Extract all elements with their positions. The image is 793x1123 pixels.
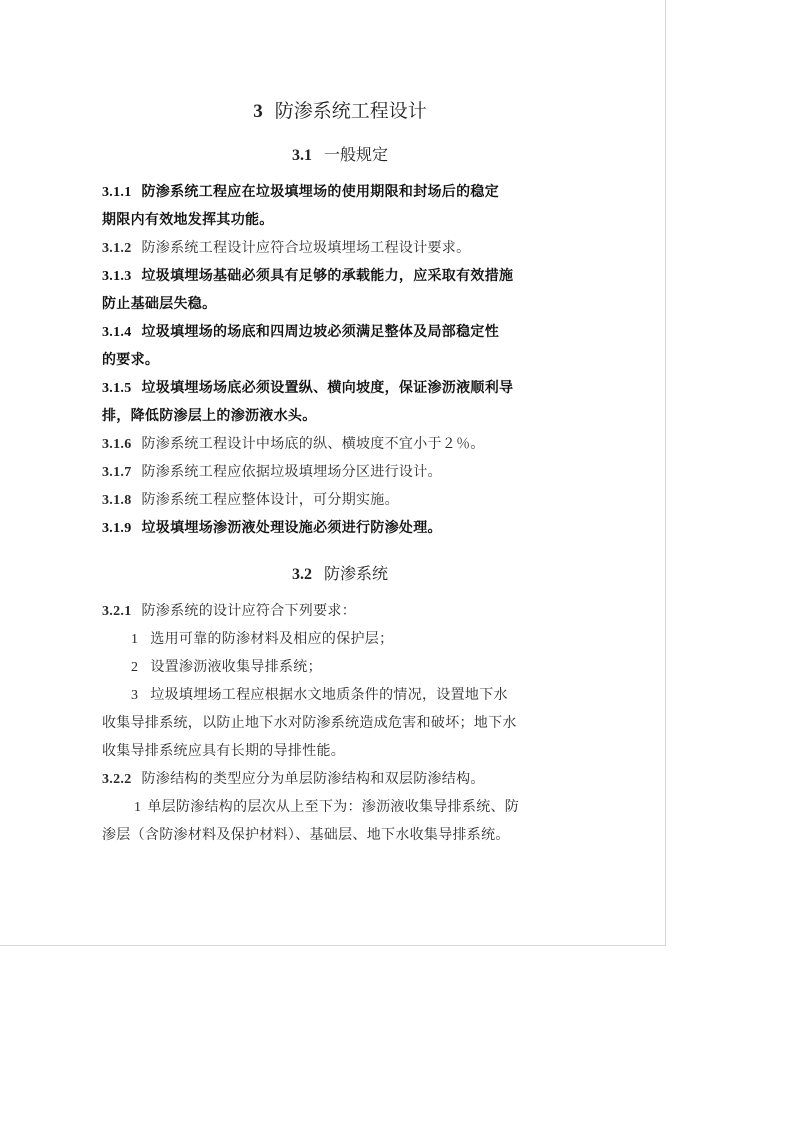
item-number: 1 — [134, 800, 142, 815]
clause-3-1-6 — [102, 434, 577, 455]
item-text: 垃圾填埋场工程应根据水文地质条件的情况，设置地下水 — [150, 687, 508, 703]
clause-text: 垃圾填埋场基础必须具有足够的承载能力，应采取有效措施 — [141, 268, 514, 284]
item-text: 收集导排系统应具有长期的导排性能。 — [102, 743, 346, 759]
clause-continuation — [102, 406, 577, 426]
list-item-continuation — [102, 825, 577, 845]
section-title-3-2 — [0, 561, 680, 584]
clause-continuation — [102, 350, 577, 370]
list-item-1 — [134, 797, 609, 818]
section-number: 3.1 — [291, 147, 312, 164]
clause-number: 3.2.2 — [102, 772, 132, 787]
section-number: 3.2 — [291, 566, 312, 583]
item-text: 选用可靠的防渗材料及相应的保护层； — [150, 631, 394, 647]
clause-number: 3.2.1 — [102, 604, 132, 619]
item-number: 1 — [131, 632, 139, 647]
clause-text: 防渗结构的类型应分为单层防渗结构和双层防渗结构。 — [141, 771, 485, 787]
clause-text: 垃圾填埋场渗沥液处理设施必须进行防渗处理。 — [141, 520, 442, 536]
section-title-text: 防渗系统 — [323, 564, 388, 583]
clause-text: 防渗系统工程应在垃圾填埋场的使用期限和封场后的稳定 — [141, 184, 499, 200]
clause-text: 防渗系统工程应整体设计，可分期实施。 — [141, 492, 399, 508]
item-number: 2 — [131, 660, 139, 675]
list-item-continuation — [102, 713, 577, 733]
clause-text: 排，降低防渗层上的渗沥液水头。 — [102, 408, 317, 424]
item-text: 单层防渗结构的层次从上至下为：渗沥液收集导排系统、防 — [147, 799, 520, 815]
clause-number: 3.1.6 — [102, 437, 132, 452]
chapter-title-text: 防渗系统工程设计 — [274, 100, 427, 122]
clause-3-1-3 — [102, 266, 577, 287]
clause-text: 垃圾填埋场场底必须设置纵、横向坡度，保证渗沥液顺利导 — [141, 380, 514, 396]
clause-3-1-2 — [102, 238, 577, 259]
item-text: 收集导排系统，以防止地下水对防渗系统造成危害和破坏；地下水 — [102, 715, 517, 731]
clause-3-1-5 — [102, 378, 577, 399]
clause-3-1-1 — [102, 182, 577, 203]
clause-number: 3.1.8 — [102, 493, 132, 508]
item-number: 3 — [131, 688, 139, 703]
section-title-3-1 — [0, 142, 680, 165]
list-item-3 — [131, 685, 606, 706]
clause-number: 3.1.4 — [102, 325, 132, 340]
chapter-title — [0, 96, 680, 123]
clause-number: 3.1.7 — [102, 465, 132, 480]
clause-number: 3.1.2 — [102, 241, 132, 256]
clause-3-2-1 — [102, 601, 577, 622]
clause-number: 3.1.3 — [102, 269, 132, 284]
chapter-number: 3 — [253, 101, 263, 122]
clause-3-2-2 — [102, 769, 577, 790]
item-text: 设置渗沥液收集导排系统； — [150, 659, 322, 675]
clause-3-1-8 — [102, 490, 577, 511]
item-text: 渗层（含防渗材料及保护材料）、基础层、地下水收集导排系统。 — [102, 827, 510, 843]
clause-text: 防渗系统的设计应符合下列要求： — [141, 603, 356, 619]
clause-text: 防渗系统工程应依据垃圾填埋场分区进行设计。 — [141, 464, 442, 480]
section-title-text: 一般规定 — [323, 145, 388, 164]
clause-text: 防渗系统工程设计应符合垃圾填埋场工程设计要求。 — [141, 240, 471, 256]
clause-text: 防止基础层失稳。 — [102, 296, 217, 312]
clause-3-1-7 — [102, 462, 577, 483]
clause-continuation — [102, 294, 577, 314]
clause-number: 3.1.1 — [102, 185, 132, 200]
clause-text: 期限内有效地发挥其功能。 — [102, 212, 274, 228]
clause-3-1-9 — [102, 518, 577, 539]
clause-continuation — [102, 210, 577, 230]
list-item-continuation — [102, 741, 577, 761]
list-item-2 — [131, 657, 606, 678]
clause-text: 垃圾填埋场的场底和四周边坡必须满足整体及局部稳定性 — [141, 324, 499, 340]
clause-number: 3.1.5 — [102, 381, 132, 396]
clause-number: 3.1.9 — [102, 521, 132, 536]
clause-text: 防渗系统工程设计中场底的纵、横坡度不宜小于２％。 — [141, 436, 485, 452]
clause-text: 的要求。 — [102, 352, 160, 368]
clause-3-1-4 — [102, 322, 577, 343]
list-item-1 — [131, 629, 606, 650]
